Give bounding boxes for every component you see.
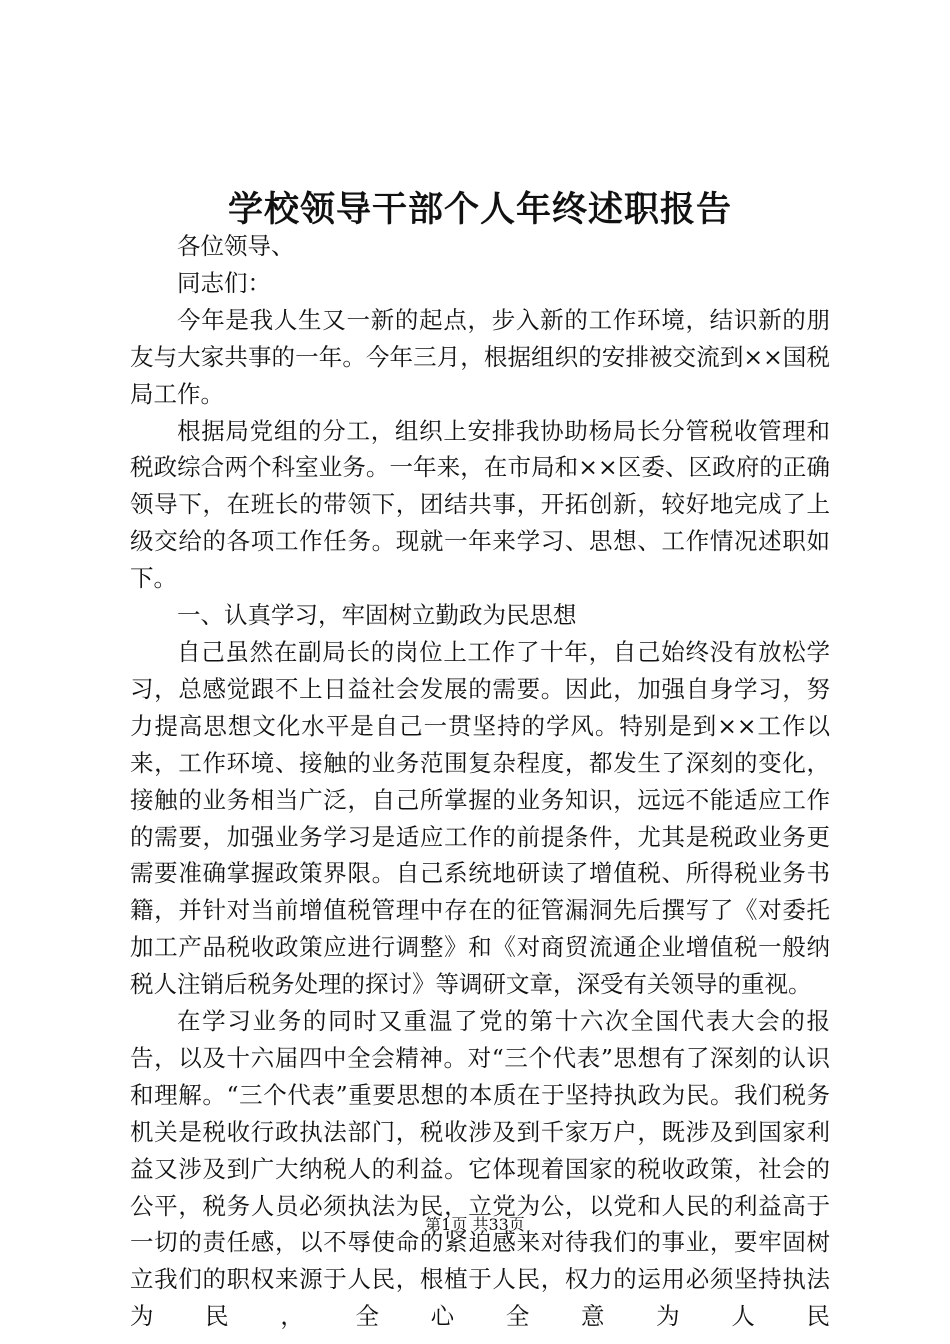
salutation-line: 同志们： [177, 268, 271, 297]
section-heading: 一、认真学习，牢固树立勤政为民思想 [177, 601, 577, 630]
body-paragraph: 今年是我人生又一新的起点，步入新的工作环境，结识新的朋友与大家共事的一年。今年三月，根据组织的安排被交流到××国税局工作。 [130, 305, 830, 408]
page-footer: 第1页 共33页 [425, 1215, 525, 1234]
document-body [130, 228, 830, 1335]
body-paragraph: 在学习业务的同时又重温了党的第十六次全国代表大会的报告，以及十六届四中全会精神。对“三个代表”思想有了深刻的认识和理解。“三个代表”重要思想的本质在于坚持执政为民。我们税务机关是税收行政执法部门，税收涉及到千家万户，既涉及到国家利益又涉及到广大纳税人的利益。它体现着国家的税收政策，社会的公平，税务人员必须执法为民，立党为公，以党和人民的利益高于一切的责任感，以不辱使命的紧迫感来对待我们的事业，要牢固树立我们的职权来源于人民，根植于人民，权力的运用必须坚持执法为民，全心全意为人民 [130, 1007, 830, 1331]
body-paragraph: 自己虽然在副局长的岗位上工作了十年，自己始终没有放松学习，总感觉跟不上日益社会发展的需要。因此，加强自身学习，努力提高思想文化水平是自己一贯坚持的学风。特别是到××工作以来，工作环境、接触的业务范围复杂程度，都发生了深刻的变化，接触的业务相当广泛，自己所掌握的业务知识，远远不能适应工作的需要，加强业务学习是适应工作的前提条件，尤其是税政业务更需要准确掌握政策界限。自己系统地研读了增值税、所得税业务书籍，并针对当前增值税管理中存在的征管漏洞先后撰写了《对委托加工产品税收政策应进行调整》和《对商贸流通企业增值税一般纳税人注销后税务处理的探讨》等调研文章，深受有关领导的重视。 [130, 637, 830, 999]
document-title: 学校领导干部个人年终述职报告 [227, 189, 732, 230]
salutation-line: 各位领导、 [177, 232, 295, 260]
body-paragraph: 根据局党组的分工，组织上安排我协助杨局长分管税收管理和税政综合两个科室业务。一年来，在市局和××区委、区政府的正确领导下，在班长的带领下，团结共事，开拓创新，较好地完成了上级交给的各项工作任务。现就一年来学习、思想、工作情况述职如下。 [130, 416, 830, 593]
